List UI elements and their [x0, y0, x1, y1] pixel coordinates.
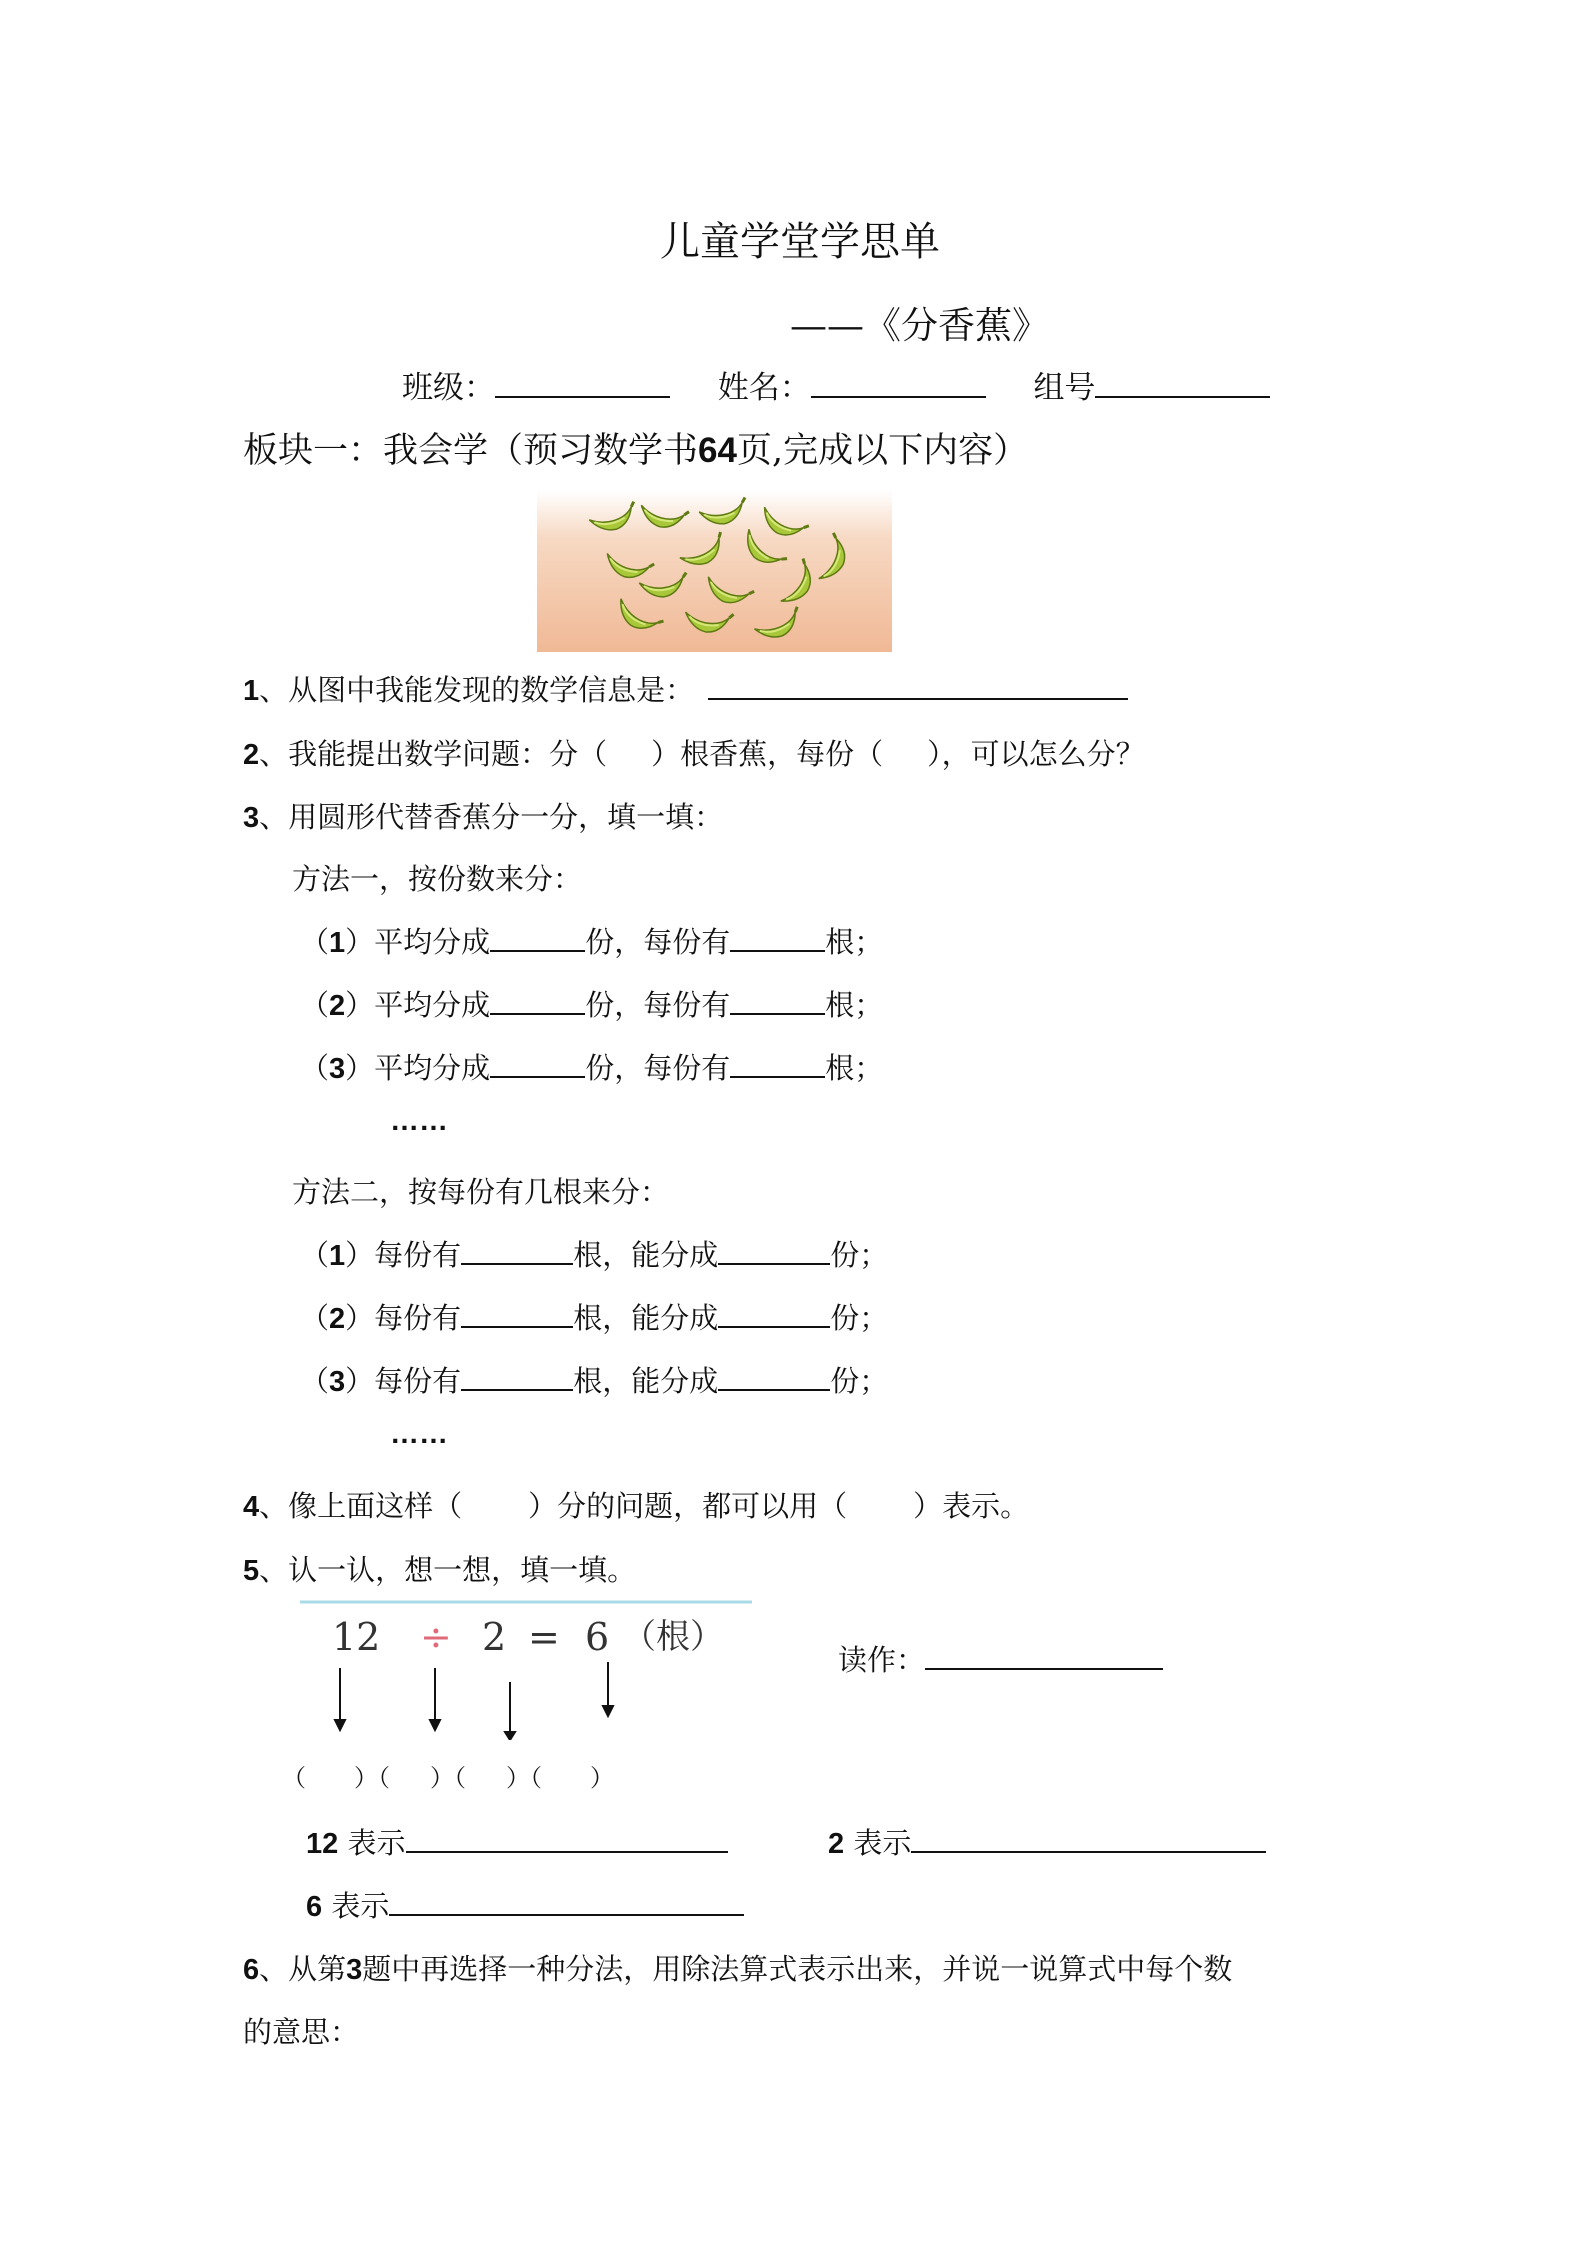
section-heading [243, 423, 1028, 473]
paren-close: ） [506, 1764, 530, 1792]
meaning-12-blank[interactable] [406, 1850, 728, 1853]
q4-num: 4 [243, 1491, 260, 1523]
read-as-line [838, 1638, 1163, 1679]
page-title: 儿童学堂学思单 [660, 219, 940, 265]
question-6-cont: 的意思： [243, 2015, 360, 2049]
row-num: 3 [329, 1053, 346, 1085]
read-as-label: 读作： [838, 1643, 926, 1677]
section-heading-post: 页,完成以下内容） [736, 431, 1029, 471]
row-blank-1[interactable] [461, 1262, 573, 1265]
arrow-head-icon [430, 1720, 440, 1730]
row-blank-2[interactable] [718, 1325, 830, 1328]
q2-text-a: 、我能提出数学问题：分（ [259, 737, 608, 771]
row-text-b: 份，每份有 [585, 988, 731, 1022]
q2-text-c: ），可以怎么分？ [927, 737, 1145, 771]
row-text-b: 根，能分成 [573, 1238, 719, 1272]
class-blank[interactable] [495, 395, 670, 398]
row-text-a: 每份有 [374, 1238, 462, 1272]
name-blank[interactable] [811, 395, 986, 398]
meaning-12-label: 表示 [347, 1826, 406, 1860]
name-label: 姓名： [717, 370, 811, 406]
paren-close: ） [354, 1764, 378, 1792]
method-2-row: （1）每份有 根，能分成 份； [300, 1238, 889, 1272]
method-2-row: （2）每份有 根，能分成 份； [300, 1301, 889, 1335]
equation-unit: （根） [622, 1617, 724, 1657]
q6-question-ref: 3 [346, 1954, 363, 1986]
section-heading-pre: 板块一：我会学（预习数学书 [243, 431, 699, 471]
paren-open: （ [530, 1764, 542, 1792]
row-text-b: 份，每份有 [585, 925, 731, 959]
q4-text-a: 、像上面这样（ [259, 1489, 463, 1523]
equation-quotient: 6 [585, 1615, 610, 1659]
equation-divide-sign: ÷ [420, 1615, 452, 1659]
q1-blank[interactable] [708, 697, 1128, 700]
row-text-b: 根，能分成 [573, 1301, 719, 1335]
meaning-2-blank[interactable] [911, 1850, 1266, 1853]
arrow-head-icon [603, 1706, 613, 1716]
method-1-row: （2）平均分成 份，每份有 根； [300, 988, 884, 1022]
row-text-a: 平均分成 [374, 1051, 491, 1085]
question-2 [243, 732, 1145, 773]
paren-close: ） [430, 1764, 454, 1792]
meaning-2-label: 表示 [853, 1826, 912, 1860]
class-label: 班级： [402, 370, 495, 406]
q1-text: 、从图中我能发现的数学信息是： [259, 673, 695, 707]
row-num: 2 [329, 1303, 346, 1335]
q4-text-b: ）分的问题，都可以用（ [528, 1489, 848, 1523]
question-1 [243, 668, 1128, 709]
row-blank-2[interactable] [730, 1075, 825, 1078]
equation-equals: = [528, 1615, 560, 1659]
meaning-6-line [306, 1884, 744, 1925]
paren-open: （ [282, 1764, 306, 1792]
row-text-c: 份； [830, 1364, 889, 1398]
row-blank-2[interactable] [730, 1012, 825, 1015]
question-5 [243, 1548, 636, 1589]
row-text-a: 每份有 [374, 1301, 462, 1335]
equation-image [300, 1600, 760, 1740]
row-num: 1 [329, 1240, 346, 1272]
q2-num: 2 [243, 739, 260, 771]
q6-text-b: 题中再选择一种分法，用除法算式表示出来，并说一说算式中每个数 [362, 1952, 1233, 1986]
row-blank-2[interactable] [718, 1262, 830, 1265]
row-text-a: 每份有 [374, 1364, 462, 1398]
row-blank-2[interactable] [730, 949, 825, 952]
row-text-c: 根； [825, 925, 884, 959]
q5-num: 5 [243, 1555, 260, 1587]
arrow-head-icon [335, 1720, 345, 1730]
meaning-12-num: 12 [306, 1828, 339, 1860]
page-subtitle: ——《分香蕉》 [790, 304, 1049, 347]
method-1-label: 方法一，按份数来分： [292, 862, 583, 896]
q6-num: 6 [243, 1954, 260, 1986]
row-text-c: 份； [830, 1238, 889, 1272]
group-label: 组号 [1033, 370, 1096, 406]
row-blank-1[interactable] [490, 1012, 585, 1015]
q5-text: 、认一认，想一想，填一填。 [259, 1553, 637, 1587]
question-3 [243, 795, 723, 836]
method-1-row: （1）平均分成 份，每份有 根； [300, 925, 884, 959]
paren-close: ） [590, 1764, 614, 1792]
q2-text-b: ）根香蕉，每份（ [651, 737, 884, 771]
row-text-b: 份，每份有 [585, 1051, 731, 1085]
row-text-c: 根； [825, 988, 884, 1022]
row-text-a: 平均分成 [374, 925, 491, 959]
meaning-12-line [306, 1821, 728, 1862]
row-num: 3 [329, 1366, 346, 1398]
q3-num: 3 [243, 802, 260, 834]
row-text-a: 平均分成 [374, 988, 491, 1022]
arrow-head-icon [505, 1732, 515, 1740]
q3-text: 、用圆形代替香蕉分一分，填一填： [259, 800, 724, 834]
meaning-6-label: 表示 [331, 1889, 390, 1923]
meaning-2-num: 2 [828, 1828, 845, 1860]
bananas-image [537, 490, 892, 652]
row-num: 2 [329, 990, 346, 1022]
meaning-6-num: 6 [306, 1891, 323, 1923]
section-heading-page: 64 [698, 431, 737, 470]
row-blank-1[interactable] [490, 949, 585, 952]
row-blank-1[interactable] [490, 1075, 585, 1078]
row-text-c: 份； [830, 1301, 889, 1335]
row-blank-1[interactable] [461, 1325, 573, 1328]
q6-text-a: 、从第 [259, 1952, 347, 1986]
equation-dividend: 12 [332, 1615, 381, 1659]
q4-text-c: ）表示。 [913, 1489, 1030, 1523]
read-as-blank[interactable] [925, 1667, 1163, 1670]
group-blank[interactable] [1095, 395, 1270, 398]
method-2-row: （3）每份有 根，能分成 份； [300, 1364, 889, 1398]
paren-open: （ [454, 1764, 466, 1792]
method-1-row: （3）平均分成 份，每份有 根； [300, 1051, 884, 1085]
row-text-c: 根； [825, 1051, 884, 1085]
question-6 [243, 1947, 1232, 1988]
row-text-b: 根，能分成 [573, 1364, 719, 1398]
paren-open: （ [378, 1764, 390, 1792]
method-2-ellipsis: …… [390, 1418, 448, 1450]
equation-divisor: 2 [482, 1615, 507, 1659]
method-1-ellipsis: …… [390, 1105, 448, 1137]
meaning-2-line [828, 1821, 1266, 1862]
info-line [402, 362, 1270, 407]
method-2-label: 方法二，按每份有几根来分： [292, 1175, 670, 1209]
equation-term-parens [282, 1758, 614, 1793]
meaning-6-blank[interactable] [389, 1913, 744, 1916]
question-4 [243, 1484, 1029, 1525]
row-blank-1[interactable] [461, 1388, 573, 1391]
row-num: 1 [329, 927, 346, 959]
equation-arrows [335, 1662, 613, 1740]
q1-num: 1 [243, 675, 260, 707]
row-blank-2[interactable] [718, 1388, 830, 1391]
